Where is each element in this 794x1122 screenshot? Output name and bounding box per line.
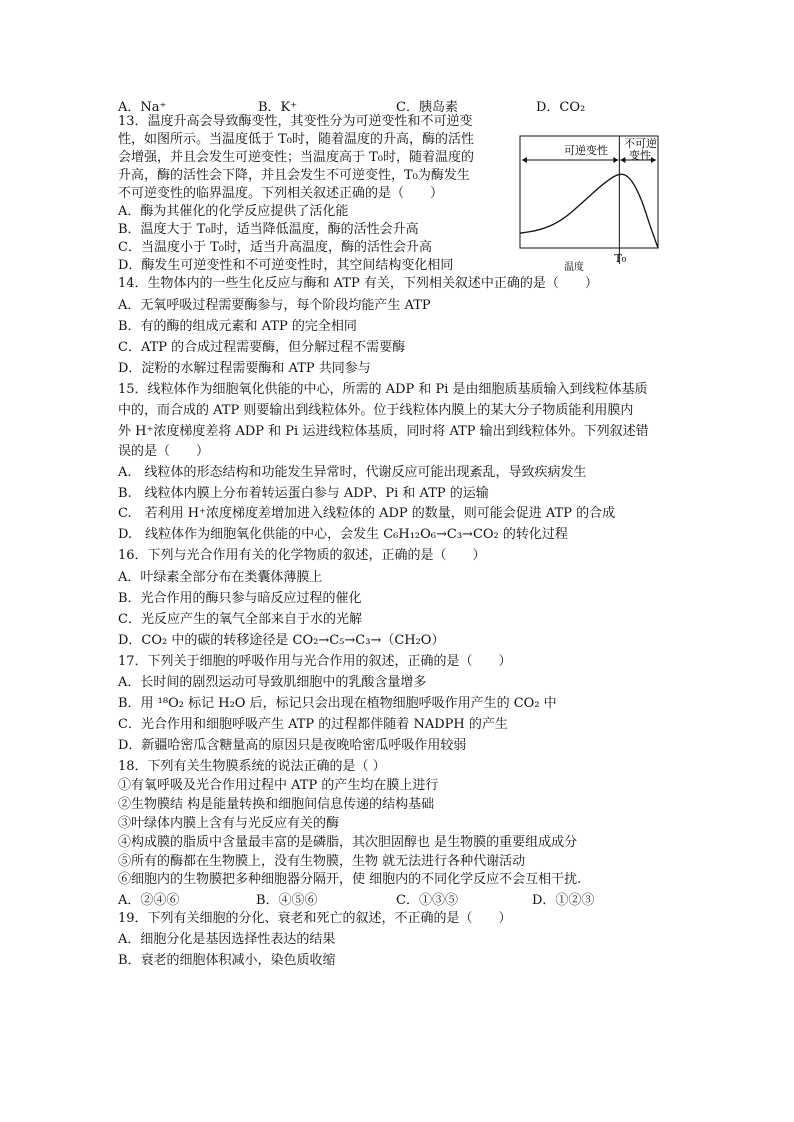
q15-option-b: B. 线粒体内膜上分布着转运蛋白参与 ADP、Pi 和 ATP 的运输 xyxy=(118,486,489,501)
arrowhead-right-icon xyxy=(651,157,656,163)
q18-item: ②生物膜结 构是能量转换和细胞间信息传递的结构基础 xyxy=(118,797,435,812)
q12-option-a: A．Na⁺ xyxy=(118,100,167,115)
arrowhead-right-icon xyxy=(613,157,618,163)
q16-option-b: B．光合作用的酶只参与暗反应过程的催化 xyxy=(118,591,362,606)
q16-option-a: A．叶绿素全部分布在类囊体薄膜上 xyxy=(118,570,323,585)
q15-option-a: A. 线粒体的形态结构和功能发生异常时，代谢反应可能出现紊乱，导致疾病发生 xyxy=(118,465,587,480)
q15-stem-line: 15．线粒体作为细胞氧化供能的中心，所需的 ADP 和 Pi 是由细胞质基质输入到线粒体基质 xyxy=(118,382,648,397)
q13-stem-line: 不可逆变性的临界温度。下列相关叙述正确的是（ ） xyxy=(118,186,444,201)
q18-item: ④构成膜的脂质中含量最丰富的是磷脂，其次胆固醇也 是生物膜的重要组成成分 xyxy=(118,835,578,850)
irreversible-label-line1: 不可逆 xyxy=(624,137,657,150)
q17-option-b: B．用 ¹⁸O₂ 标记 H₂O 后，标记只会出现在植物细胞呼吸作用产生的 CO₂ 中 xyxy=(118,696,557,711)
q12-option-c: C．胰岛素 xyxy=(396,100,458,115)
q14-option-a: A．无氧呼吸过程需要酶参与，每个阶段均能产生 ATP xyxy=(118,298,431,313)
q13-option-a: A．酶为其催化的化学反应提供了活化能 xyxy=(118,204,349,219)
reversible-label: 可逆变性 xyxy=(564,144,608,157)
q16-stem: 16．下列与光合作用有关的化学物质的叙述，正确的是（ ） xyxy=(118,548,486,563)
enzyme-activity-chart xyxy=(516,126,666,274)
t0-tick-label: T₀ xyxy=(614,252,627,265)
q17-option-c: C．光合作用和细胞呼吸产生 ATP 的过程都伴随着 NADPH 的产生 xyxy=(118,717,508,732)
q18-option-a: A．②④⑥ xyxy=(118,893,180,908)
q15-option-c: C. 若利用 H⁺浓度梯度差增加进入线粒体的 ADP 的数量，则可能会促进 ATP 的合成 xyxy=(118,506,616,521)
q18-stem: 18．下列有关生物膜系统的说法正确的是（ ） xyxy=(118,759,386,774)
q13-stem-line: 会增强，并且会发生可逆变性；当温度高于 T₀时，随着温度的 xyxy=(118,150,475,165)
q16-option-d: D．CO₂ 中的碳的转移途径是 CO₂→C₅→C₃→（CH₂O） xyxy=(118,633,445,648)
q15-stem-line: 误的是（ ） xyxy=(118,444,210,459)
q15-stem-line: 中的，而合成的 ATP 则要输出到线粒体外。位于线粒体内膜上的某大分子物质能利用膜内 xyxy=(118,403,634,418)
q17-stem: 17．下列关于细胞的呼吸作用与光合作用的叙述，正确的是（ ） xyxy=(118,654,512,669)
q12-option-b: B．K⁺ xyxy=(258,100,298,115)
q18-option-c: C．①③⑤ xyxy=(396,893,458,908)
q15-stem-line: 外 H⁺浓度梯度差将 ADP 和 Pi 运进线粒体基质，同时将 ATP 输出到线粒体外。下列叙述错 xyxy=(118,424,649,439)
q16-option-c: C．光反应产生的氧气全部来自于水的光解 xyxy=(118,612,362,627)
q14-option-b: B．有的酶的组成元素和 ATP 的完全相同 xyxy=(118,319,357,334)
q19-stem: 19．下列有关细胞的分化、衰老和死亡的叙述，不正确的是（ ） xyxy=(118,911,512,926)
x-axis-label: 温度 xyxy=(564,262,584,273)
q19-option-a: A．细胞分化是基因选择性表达的结果 xyxy=(118,932,336,947)
activity-curve xyxy=(520,174,658,248)
q13-stem-line: 性，如图所示。当温度低于 T₀时，随着温度的升高，酶的活性 xyxy=(118,132,475,147)
q14-option-c: C．ATP 的合成过程需要酶，但分解过程不需要酶 xyxy=(118,340,406,355)
q18-item: ⑤所有的酶都在生物膜上，没有生物膜，生物 就无法进行各种代谢活动 xyxy=(118,854,526,869)
q17-option-d: D．新疆哈密瓜含糖量高的原因只是夜晚哈密瓜呼吸作用较弱 xyxy=(118,738,467,753)
q12-option-d: D．CO₂ xyxy=(536,100,586,115)
q18-item: ③叶绿体内膜上含有与光反应有关的酶 xyxy=(118,816,340,831)
q17-option-a: A．长时间的剧烈运动可导致肌细胞中的乳酸含量增多 xyxy=(118,675,427,690)
arrowhead-left-icon xyxy=(522,157,527,163)
q13-stem-line: 升高，酶的活性会下降，并且会发生不可逆变性，T₀为酶发生 xyxy=(118,168,470,183)
q13-option-c: C．当温度小于 T₀时，适当升高温度，酶的活性会升高 xyxy=(118,240,432,255)
q15-option-d: D. 线粒体作为细胞氧化供能的中心，会发生 C₆H₁₂O₆→C₃→CO₂ 的转化过程 xyxy=(118,527,568,542)
q18-item: ①有氧呼吸及光合作用过程中 ATP 的产生均在膜上进行 xyxy=(118,778,439,793)
irreversible-label-line2: 变性 xyxy=(629,149,651,162)
q18-option-d: D．①②③ xyxy=(532,893,595,908)
q19-option-b: B．衰老的细胞体积减小，染色质收缩 xyxy=(118,953,336,968)
q13-stem-line: 13．温度升高会导致酶变性，其变性分为可逆变性和不可逆变 xyxy=(118,114,473,129)
q14-option-d: D．淀粉的水解过程需要酶和 ATP 共同参与 xyxy=(118,361,371,376)
q14-stem: 14．生物体内的一些生化反应与酶和 ATP 有关，下列相关叙述中正确的是（ ） xyxy=(118,276,598,291)
q13-option-d: D．酶发生可逆变性和不可逆变性时，其空间结构变化相同 xyxy=(118,258,454,273)
q13-option-b: B．温度大于 T₀时，适当降低温度，酶的活性会升高 xyxy=(118,222,419,237)
q18-item: ⑥细胞内的生物膜把多种细胞器分隔开，使 细胞内的不同化学反应不会互相干扰. xyxy=(118,872,582,887)
arrowhead-left-icon xyxy=(620,157,625,163)
q18-option-b: B．④⑤⑥ xyxy=(256,893,318,908)
